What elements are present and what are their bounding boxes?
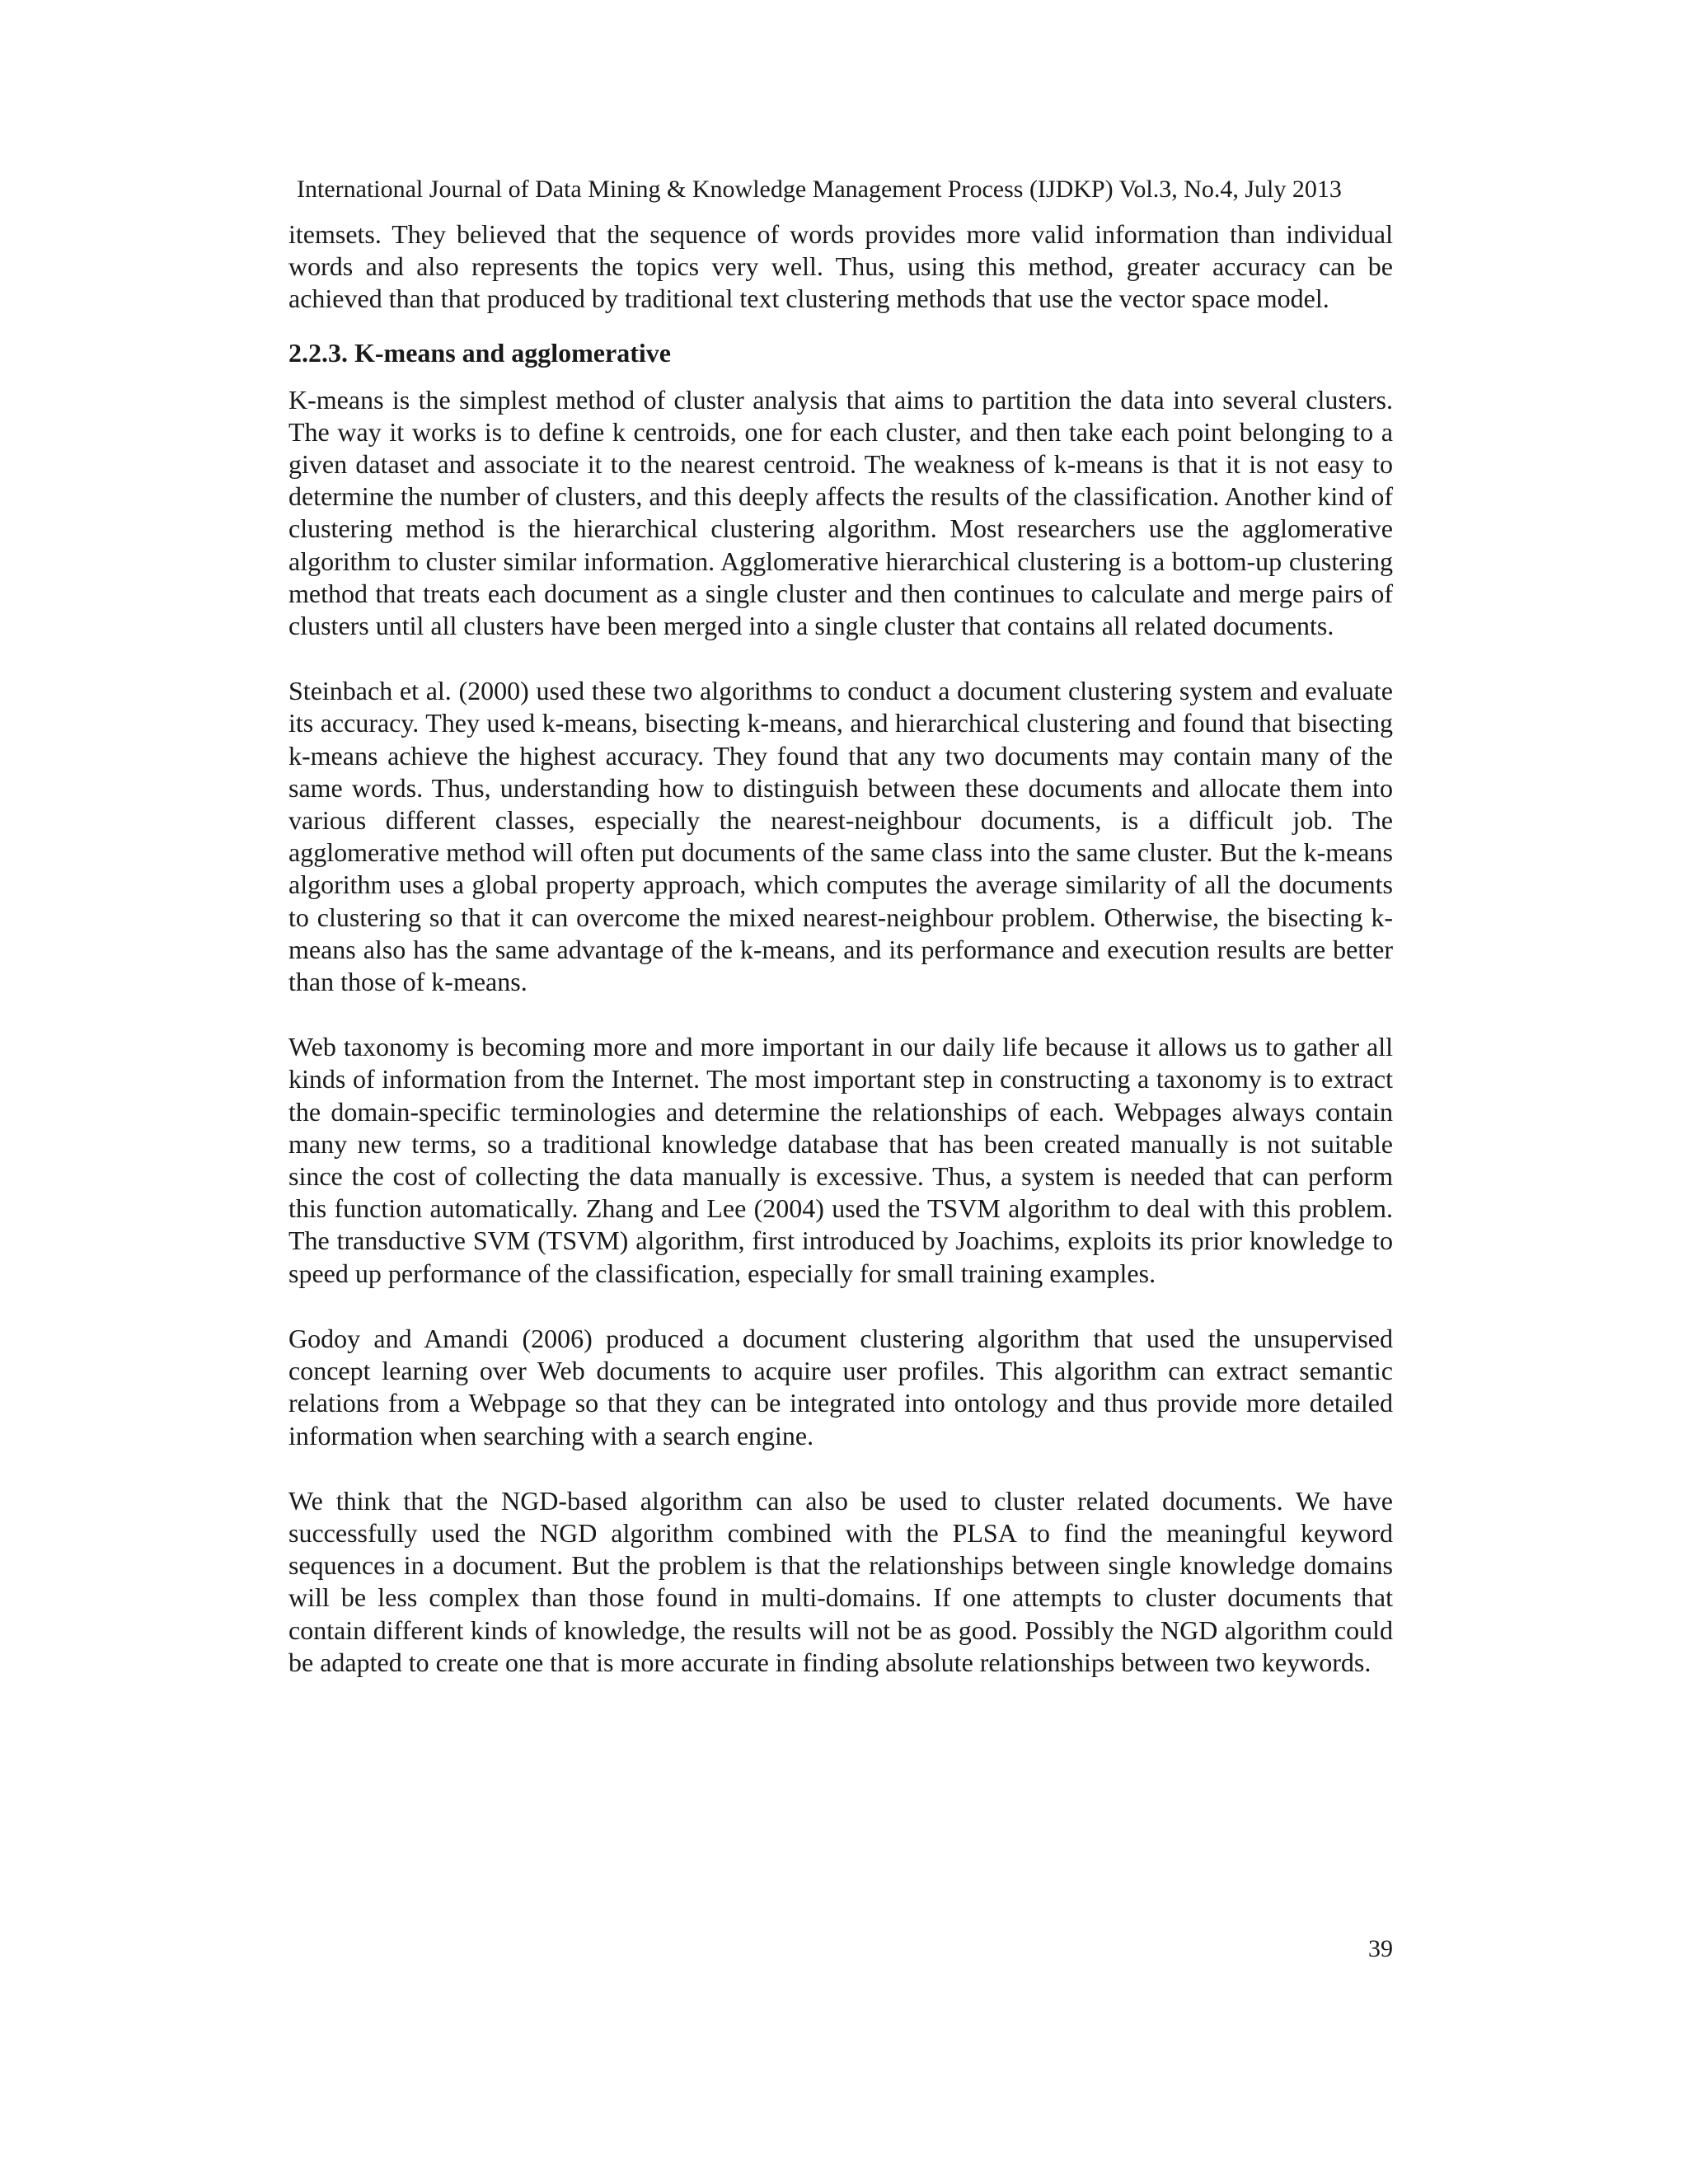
paragraph-godoy-amandi: Godoy and Amandi (2006) produced a document clustering algorithm that used the unsupervised concept learning over Web documents to acquire user profiles. This algorithm can extract semantic relations from a Webpage so that they can be integrated into ontology and thus provide more detailed information when searching with a search engine. bbox=[288, 1323, 1393, 1451]
intro-paragraph: itemsets. They believed that the sequence of words provides more valid information than individual words and also represents the topics very well. Thus, using this method, greater accuracy can be achieved than that produced by traditional text clustering methods that use the vector space model. bbox=[288, 219, 1393, 314]
page-number: 39 bbox=[1368, 1935, 1393, 1962]
section-heading: 2.2.3. K-means and agglomerative bbox=[288, 337, 671, 368]
paragraph-web-taxonomy: Web taxonomy is becoming more and more important in our daily life because it allows us to gather all kinds of information from the Internet. The most important step in constructing a taxonomy is to extract the domain-specific terminologies and determine the relationships of each. Webpages always contain many new terms, so a traditional knowledge database that has been created manually is not suitable since the cost of collecting the data manually is excessive. Thus, a system is needed that can perform this function automatically. Zhang and Lee (2004) used the TSVM algorithm to deal with this problem. The transductive SVM (TSVM) algorithm, first introduced by Joachims, exploits its prior knowledge to speed up performance of the classification, especially for small training examples. bbox=[288, 1032, 1393, 1288]
page-body bbox=[288, 218, 1393, 1712]
running-head: International Journal of Data Mining & Knowledge Management Process (IJDKP) Vol.3, No.4, July 2013 bbox=[297, 176, 1342, 203]
paragraph-kmeans: K-means is the simplest method of cluster analysis that aims to partition the data into several clusters. The way it works is to define k centroids, one for each cluster, and then take each point belonging to a given dataset and associate it to the nearest centroid. The weakness of k-means is that it is not easy to determine the number of clusters, and this deeply affects the results of the classification. Another kind of clustering method is the hierarchical clustering algorithm. Most researchers use the agglomerative algorithm to cluster similar information. Agglomerative hierarchical clustering is a bottom-up clustering method that treats each document as a single cluster and then continues to calculate and merge pairs of clusters until all clusters have been merged into a single cluster that contains all related documents. bbox=[288, 384, 1393, 641]
paragraph-ngd: We think that the NGD-based algorithm can also be used to cluster related documents. We have successfully used the NGD algorithm combined with the PLSA to find the meaningful keyword sequences in a document. But the problem is that the relationships between single knowledge domains will be less complex than those found in multi-domains. If one attempts to cluster documents that contain different kinds of knowledge, the results will not be as good. Possibly the NGD algorithm could be adapted to create one that is more accurate in finding absolute relationships between two keywords. bbox=[288, 1485, 1393, 1677]
paragraph-steinbach: Steinbach et al. (2000) used these two algorithms to conduct a document clustering system and evaluate its accuracy. They used k-means, bisecting k-means, and hierarchical clustering and found that bisecting k-means achieve the highest accuracy. They found that any two documents may contain many of the same words. Thus, understanding how to distinguish between these documents and allocate them into various different classes, especially the nearest-neighbour documents, is a difficult job. The agglomerative method will often put documents of the same class into the same cluster. But the k-means algorithm uses a global property approach, which computes the average similarity of all the documents to clustering so that it can overcome the mixed nearest-neighbour problem. Otherwise, the bisecting k-means also has the same advantage of the k-means, and its performance and execution results are better than those of k-means. bbox=[288, 676, 1393, 997]
